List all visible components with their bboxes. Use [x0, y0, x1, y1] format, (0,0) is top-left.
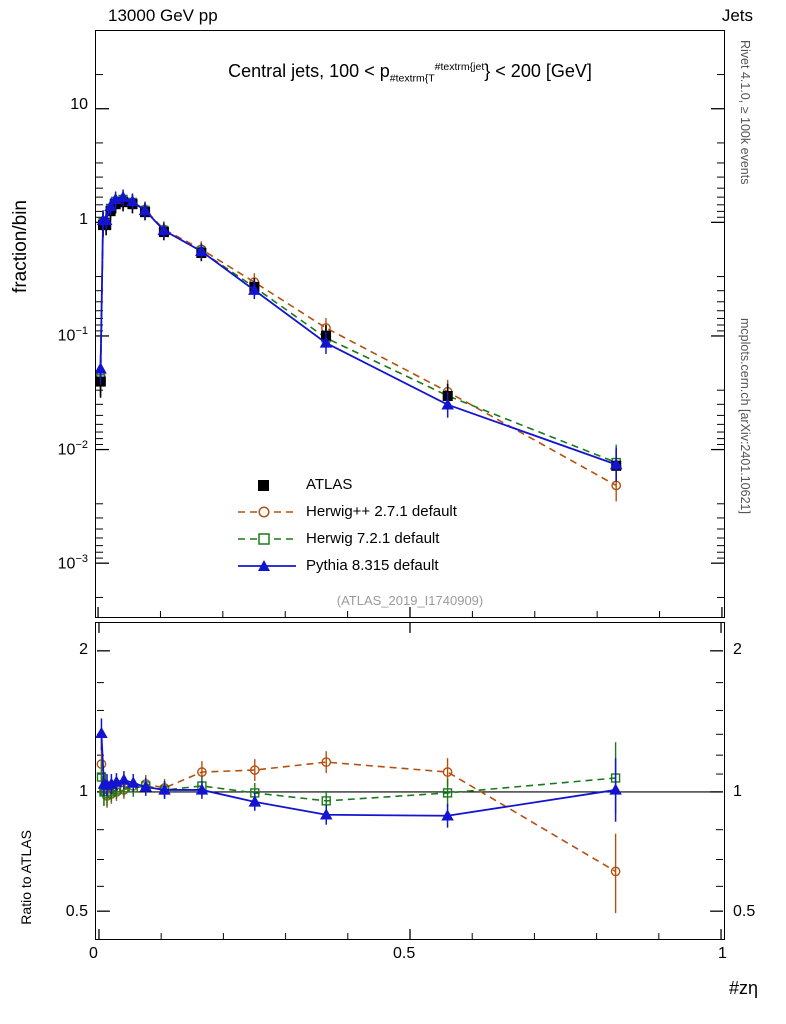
main-plot-panel — [95, 30, 725, 618]
plot-title-subscript: #textrm{T — [389, 72, 435, 85]
legend — [236, 471, 457, 579]
legend-label-atlas: ATLAS — [306, 476, 353, 493]
rivet-version-caption: Rivet 4.1.0, ≥ 100k events — [738, 40, 752, 185]
plot-title — [96, 61, 724, 85]
header-category-label: Jets — [721, 6, 753, 25]
ratio-series-herwig7 — [97, 742, 619, 814]
ratio-series-herwigpp — [97, 746, 619, 913]
series-pythia — [96, 189, 621, 481]
axis-ticks-ratio — [97, 623, 723, 939]
y-tick-ratio-right-1: 1 — [733, 783, 742, 800]
legend-key-square-open — [236, 529, 298, 549]
legend-key-triangle-filled — [236, 556, 298, 576]
plot-title-prefix: Central jets, 100 < p — [228, 61, 390, 81]
y-axis-title-ratio: Ratio to ATLAS — [18, 830, 34, 925]
legend-key-square-filled — [236, 475, 298, 495]
plot-title-suffix: } < 200 [GeV] — [484, 61, 592, 81]
series-herwigpp — [96, 192, 620, 501]
y-tick-ratio-right-2: 2 — [733, 641, 742, 658]
legend-label-pythia: Pythia 8.315 default — [306, 557, 439, 574]
y-tick-main-10: 10 — [70, 96, 88, 113]
y-axis-title-main: fraction/bin — [10, 200, 31, 293]
y-tick-ratio-left-1: 1 — [79, 783, 88, 800]
mcplots-arxiv-caption: mcplots.cern.ch [arXiv:2401.10621] — [738, 318, 752, 514]
series-herwig7 — [97, 191, 621, 479]
legend-entry-herwigpp — [236, 498, 457, 525]
y-tick-main-1e-2: $10^{-2}$ — [57, 439, 88, 459]
ratio-plot-panel — [95, 622, 725, 940]
y-tick-ratio-right-05: 0.5 — [733, 903, 756, 920]
y-tick-main-1e-1: $10^{-1}$ — [57, 325, 88, 345]
legend-entry-pythia — [236, 552, 457, 579]
legend-entry-atlas — [236, 471, 457, 498]
y-tick-ratio-left-05: 0.5 — [65, 903, 88, 920]
ratio-series-pythia — [96, 718, 620, 827]
x-tick-0: 0 — [89, 945, 98, 962]
legend-entry-herwig7 — [236, 525, 457, 552]
header-beam-label: 13000 GeV pp — [108, 6, 218, 25]
y-tick-main-1e-3: $10^{-3}$ — [57, 553, 88, 573]
x-axis-title: #zη — [728, 978, 758, 998]
x-tick-05: 0.5 — [393, 945, 416, 962]
y-tick-ratio-left-2: 2 — [79, 641, 88, 658]
legend-key-circle-open — [236, 502, 298, 522]
x-tick-1: 1 — [718, 945, 727, 962]
legend-label-herwigpp: Herwig++ 2.7.1 default — [306, 503, 457, 520]
ratio-plot-canvas — [96, 623, 724, 939]
plot-title-superscript: #textrm{jet — [434, 61, 485, 73]
y-tick-main-1: 1 — [79, 211, 88, 228]
legend-label-herwig7: Herwig 7.2.1 default — [306, 530, 440, 547]
analysis-id-label: (ATLAS_2019_I1740909) — [336, 593, 484, 608]
